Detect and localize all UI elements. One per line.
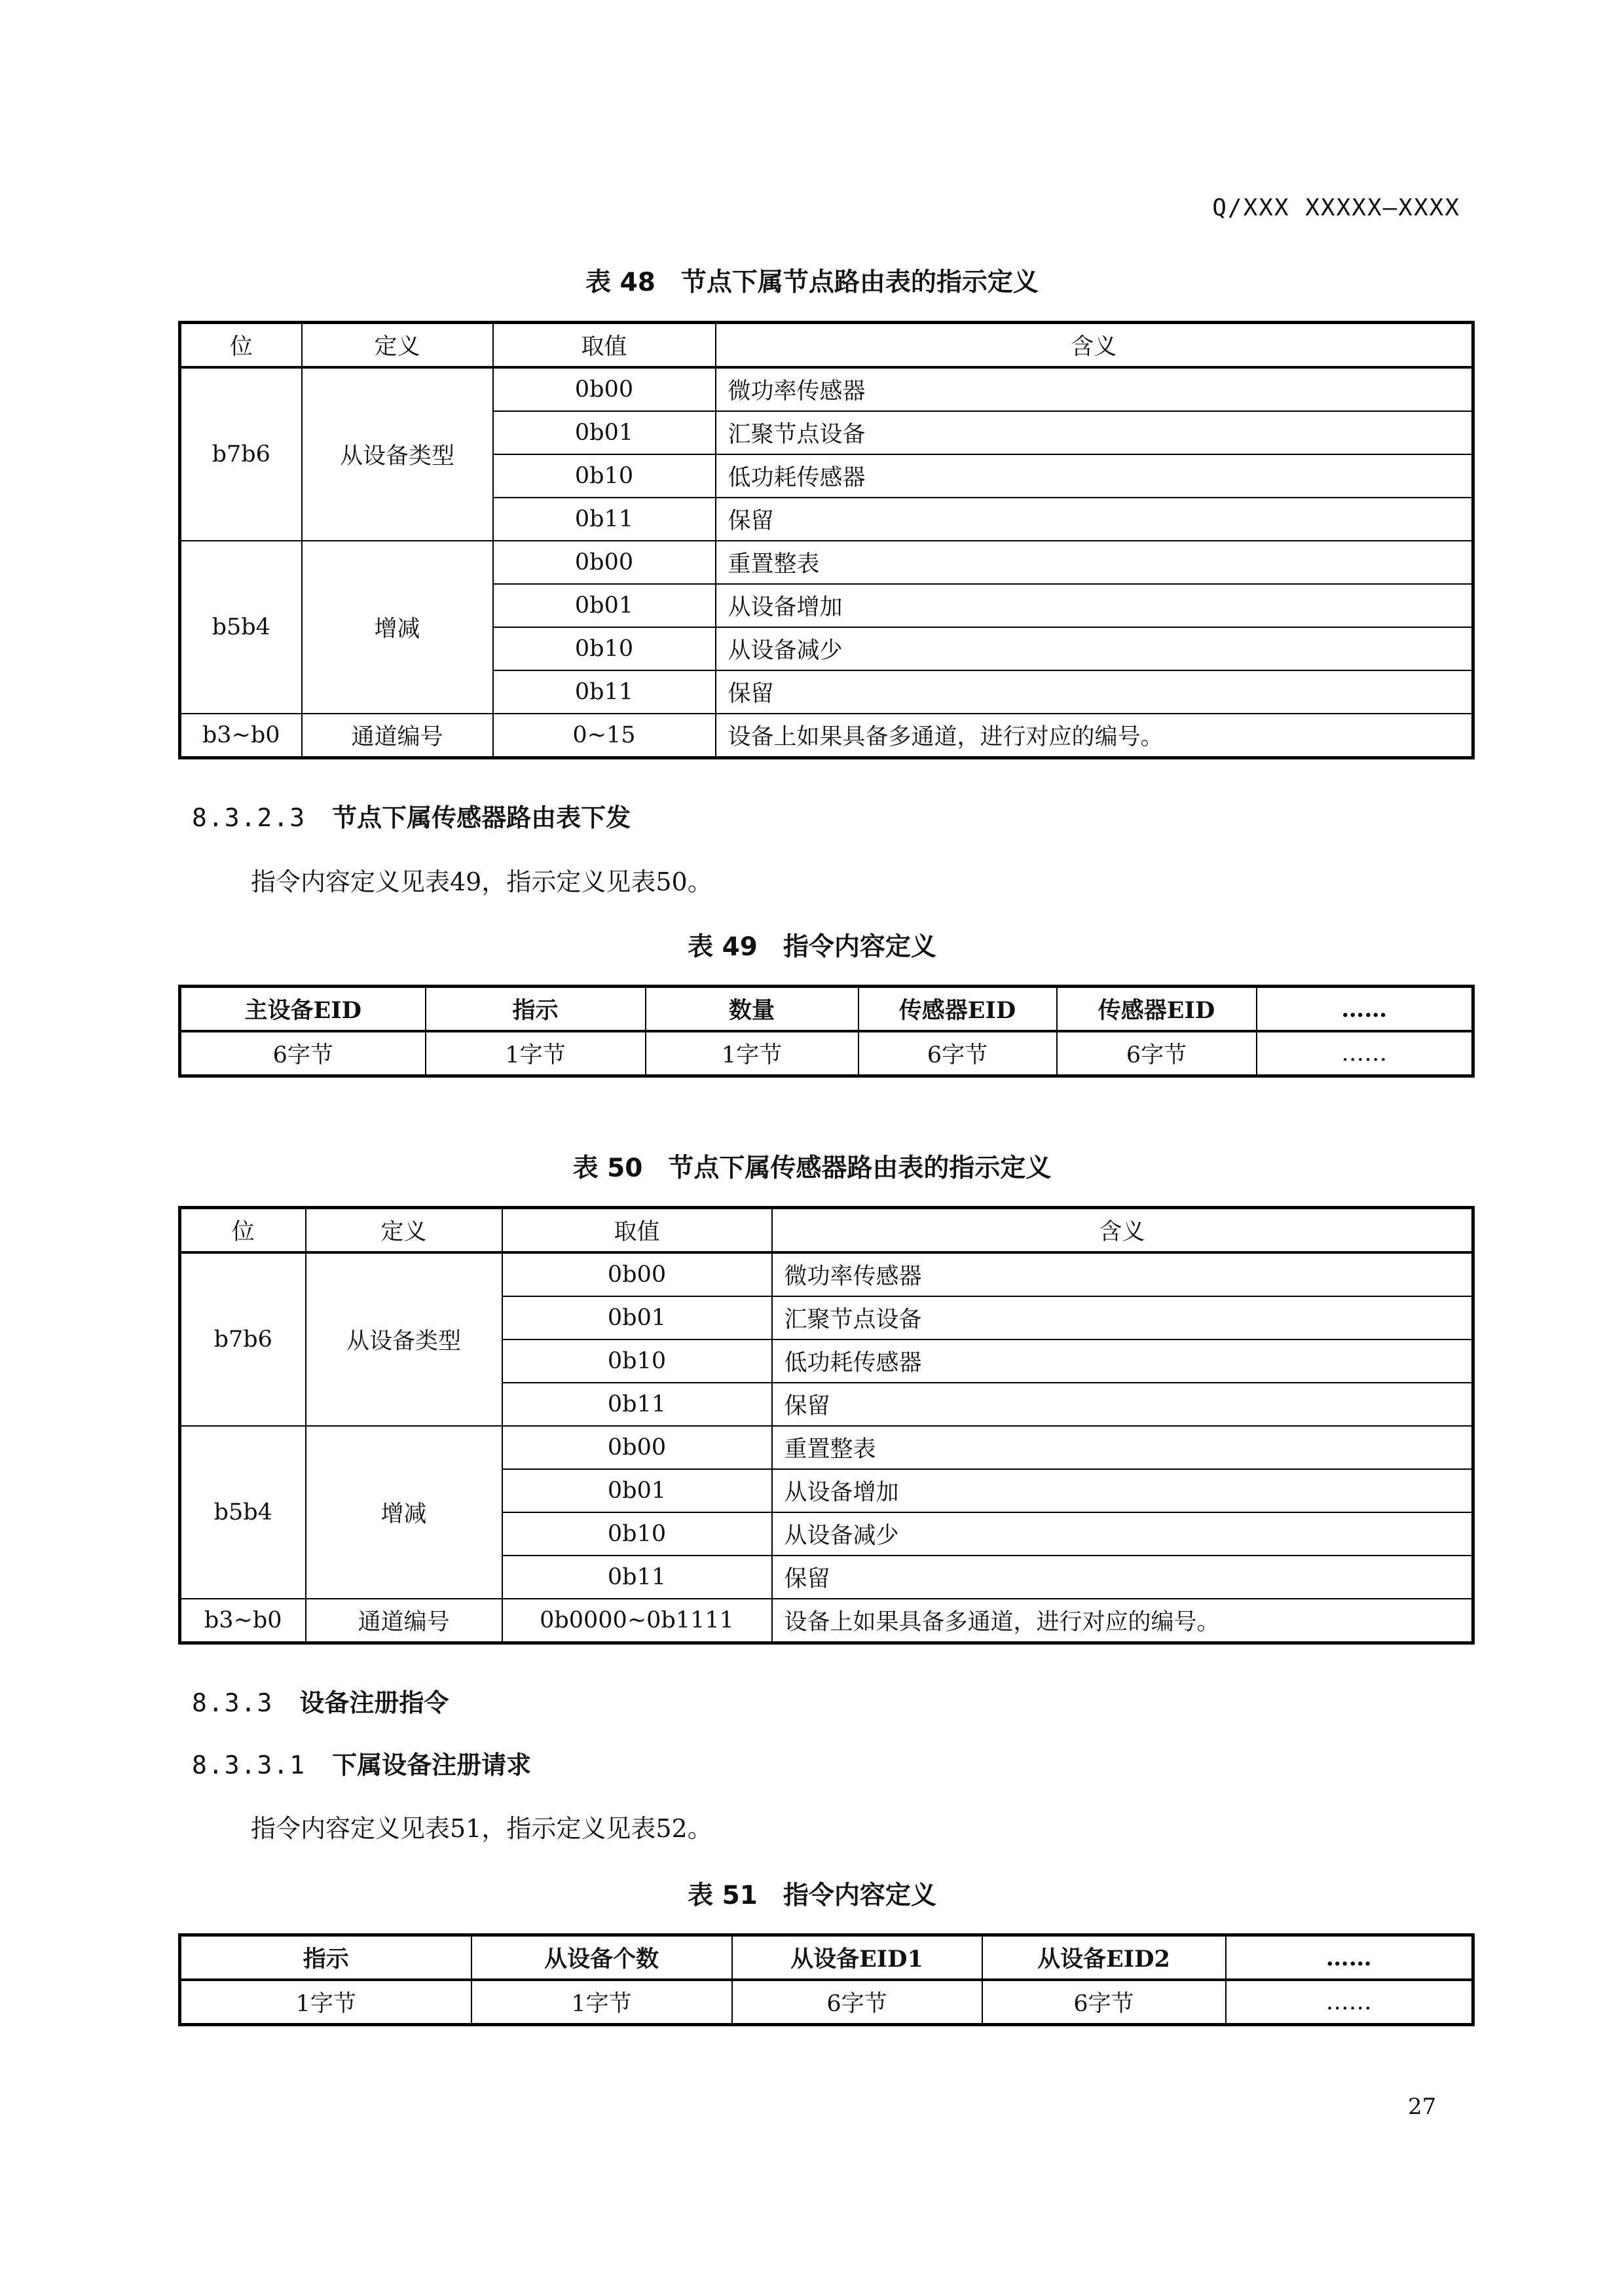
table51-header: 指示 (180, 1935, 471, 1980)
value-cell: 0b01 (493, 584, 716, 627)
meaning-cell: 从设备增加 (772, 1469, 1473, 1512)
table49-header: 指示 (426, 987, 646, 1032)
table48-header-bit: 位 (180, 323, 302, 368)
table51-caption: 表 51 指令内容定义 (688, 1881, 936, 1910)
table48-caption: 表 48 节点下属节点路由表的指示定义 (585, 268, 1039, 297)
value-cell: 0b10 (502, 1339, 772, 1383)
section-number: 8.3.3.1 (192, 1751, 306, 1779)
table49-cell: 6字节 (1057, 1031, 1257, 1076)
def-cell: 增减 (302, 541, 493, 714)
meaning-cell: 设备上如果具备多通道，进行对应的编号。 (716, 714, 1473, 758)
table50-header-bit: 位 (180, 1208, 306, 1253)
body-paragraph: 指令内容定义见表49，指示定义见表50。 (251, 867, 712, 896)
meaning-cell: 汇聚节点设备 (716, 411, 1473, 454)
table49-cell: 1字节 (426, 1031, 646, 1076)
table51-cell: 6字节 (982, 1980, 1226, 2025)
table50-header-meaning: 含义 (772, 1208, 1473, 1253)
section-number: 8.3.2.3 (192, 803, 306, 832)
value-cell: 0b01 (502, 1296, 772, 1339)
table51-cell: 6字节 (732, 1980, 982, 2025)
table48 (178, 321, 1475, 759)
value-cell: 0b00 (493, 541, 716, 584)
bit-cell: b3~b0 (180, 714, 302, 758)
table48-header-def: 定义 (302, 323, 493, 368)
meaning-cell: 低功耗传感器 (716, 454, 1473, 498)
table51-header: …… (1226, 1935, 1473, 1980)
def-cell: 通道编号 (306, 1599, 502, 1643)
table51-cell: …… (1226, 1980, 1473, 2025)
document-code: Q/XXX XXXXX—XXXX (1212, 194, 1460, 221)
meaning-cell: 重置整表 (716, 541, 1473, 584)
meaning-cell: 保留 (772, 1556, 1473, 1599)
table51-cell: 1字节 (471, 1980, 732, 2025)
table-row (180, 1031, 1473, 1076)
value-cell: 0b10 (493, 627, 716, 670)
section-number: 8.3.3 (192, 1688, 274, 1717)
table49-header: 传感器EID (858, 987, 1057, 1032)
value-cell: 0b00 (493, 367, 716, 411)
table49-caption: 表 49 指令内容定义 (688, 932, 936, 962)
body-paragraph: 指令内容定义见表51，指示定义见表52。 (251, 1814, 712, 1843)
table49-header: …… (1257, 987, 1473, 1032)
table-row (180, 1252, 1473, 1296)
meaning-cell: 保留 (716, 498, 1473, 541)
value-cell: 0b10 (502, 1512, 772, 1556)
value-cell: 0b00 (502, 1252, 772, 1296)
table49-cell: 6字节 (858, 1031, 1057, 1076)
def-cell: 从设备类型 (306, 1252, 502, 1426)
section-heading-8-3-3 (192, 1683, 449, 1719)
table49-cell: 6字节 (180, 1031, 426, 1076)
section-heading-8-3-2-3 (192, 797, 631, 833)
value-cell: 0b10 (493, 454, 716, 498)
value-cell: 0b11 (502, 1383, 772, 1426)
table49-cell: 1字节 (646, 1031, 858, 1076)
table49-header: 主设备EID (180, 987, 426, 1032)
def-cell: 从设备类型 (302, 367, 493, 541)
bit-cell: b7b6 (180, 367, 302, 541)
table-row (180, 1426, 1473, 1469)
meaning-cell: 从设备增加 (716, 584, 1473, 627)
table49-cell: …… (1257, 1031, 1473, 1076)
value-cell: 0b11 (493, 498, 716, 541)
value-cell: 0b0000~0b1111 (502, 1599, 772, 1643)
table51-header: 从设备个数 (471, 1935, 732, 1980)
table-row (180, 1599, 1473, 1643)
table50-caption: 表 50 节点下属传感器路由表的指示定义 (572, 1154, 1052, 1183)
table-row (180, 541, 1473, 584)
value-cell: 0b01 (502, 1469, 772, 1512)
section-title: 下属设备注册请求 (332, 1751, 532, 1779)
section-title: 设备注册指令 (299, 1688, 449, 1717)
meaning-cell: 从设备减少 (716, 627, 1473, 670)
table51-cell: 1字节 (180, 1980, 471, 2025)
table49-header: 数量 (646, 987, 858, 1032)
table48-header-value: 取值 (493, 323, 716, 368)
table50-header-def: 定义 (306, 1208, 502, 1253)
value-cell: 0b00 (502, 1426, 772, 1469)
meaning-cell: 微功率传感器 (716, 367, 1473, 411)
table51-header: 从设备EID2 (982, 1935, 1226, 1980)
table50 (178, 1206, 1475, 1645)
table51-header: 从设备EID1 (732, 1935, 982, 1980)
table-row (180, 367, 1473, 411)
bit-cell: b5b4 (180, 541, 302, 714)
table49 (178, 985, 1475, 1078)
table48-header-meaning: 含义 (716, 323, 1473, 368)
value-cell: 0b11 (493, 670, 716, 714)
table-row (180, 714, 1473, 758)
value-cell: 0~15 (493, 714, 716, 758)
bit-cell: b5b4 (180, 1426, 306, 1599)
bit-cell: b7b6 (180, 1252, 306, 1426)
def-cell: 增减 (306, 1426, 502, 1599)
meaning-cell: 保留 (772, 1383, 1473, 1426)
value-cell: 0b11 (502, 1556, 772, 1599)
table51 (178, 1933, 1475, 2026)
meaning-cell: 汇聚节点设备 (772, 1296, 1473, 1339)
table50-header-value: 取值 (502, 1208, 772, 1253)
def-cell: 通道编号 (302, 714, 493, 758)
meaning-cell: 低功耗传感器 (772, 1339, 1473, 1383)
meaning-cell: 微功率传感器 (772, 1252, 1473, 1296)
value-cell: 0b01 (493, 411, 716, 454)
section-title: 节点下属传感器路由表下发 (332, 803, 631, 832)
table49-header: 传感器EID (1057, 987, 1257, 1032)
meaning-cell: 保留 (716, 670, 1473, 714)
meaning-cell: 设备上如果具备多通道，进行对应的编号。 (772, 1599, 1473, 1643)
meaning-cell: 从设备减少 (772, 1512, 1473, 1556)
table-row (180, 1980, 1473, 2025)
meaning-cell: 重置整表 (772, 1426, 1473, 1469)
section-heading-8-3-3-1 (192, 1745, 531, 1781)
bit-cell: b3~b0 (180, 1599, 306, 1643)
page-number: 27 (1408, 2094, 1437, 2120)
